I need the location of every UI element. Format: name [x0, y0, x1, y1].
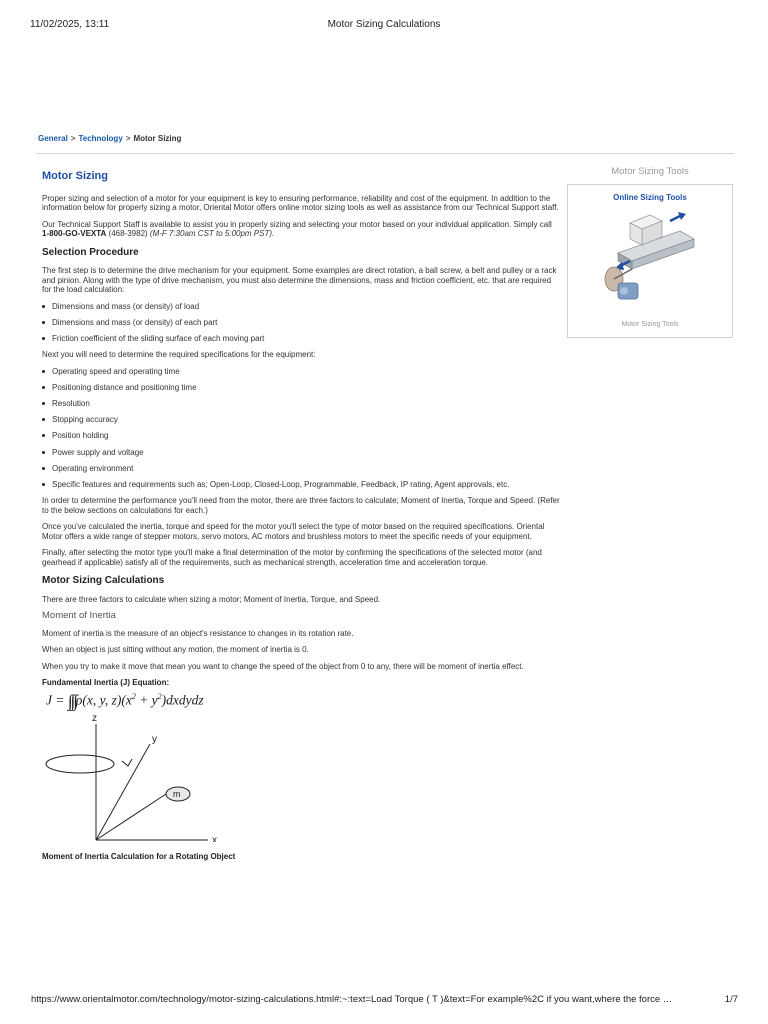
support-text: Our Technical Support Staff is available to assist you in properly sizing and selecting your motor based on your individual application. Simply call — [42, 219, 552, 229]
calculations-paragraph: There are three factors to calculate when sizing a motor; Moment of Inertia, Torque, and Speed. — [42, 594, 381, 604]
axis-label-y: y — [152, 733, 157, 745]
sidebar — [567, 166, 733, 338]
figure-caption: Moment of Inertia Calculation for a Rotating Object — [42, 851, 236, 861]
list-item: Power supply and voltage — [52, 448, 560, 458]
mass-label: m — [173, 788, 181, 799]
selection-paragraph-2: Next you will need to determine the required specifications for the equipment: — [42, 350, 316, 360]
phone-digits: (468-3982) — [108, 229, 148, 238]
selection-procedure-heading: Selection Procedure — [42, 246, 139, 258]
support-hours: (M-F 7:30am CST to 5:00pm PST). — [149, 229, 275, 238]
print-datetime: 11/02/2025, 13:11 — [30, 19, 110, 30]
breadcrumb-current: Motor Sizing — [133, 134, 182, 143]
selection-paragraph-1: The first step is to determine the drive mechanism for your equipment. Some examples are direct rotation, a ball screw, a belt and pulley or a rack and pinion. Along with the type of drive mechanism, you must also determine the dimensions, mass and friction coefficient, etc. that are required for the load calculation: — [42, 266, 557, 294]
list-item: Stopping accuracy — [52, 415, 560, 425]
axis-label-x: x — [212, 834, 217, 842]
inertia-equation — [46, 691, 560, 711]
main-content — [42, 168, 560, 861]
intro-paragraph: Proper sizing and selection of a motor for your equipment is key to ensuring performance, reliability and cost of the equipment. In addition to the information below for properly sizing a motor, Oriental Motor offers online motor sizing tools as well as assistance from our Technical Support staff. — [42, 193, 559, 212]
breadcrumb-general[interactable]: General — [38, 134, 68, 143]
list-item: Specific features and requirements such as; Open-Loop, Closed-Loop, Programmable, Feedback, IP rating, Agent approvals, etc. — [52, 480, 560, 490]
selection-paragraph-3: In order to determine the performance you'll need from the motor, there are three factors to calculate; Moment of Inertia, Torque and Speed. (Refer to the below sections on calculations for each.) — [42, 496, 560, 515]
list-item: Friction coefficient of the sliding surface of each moving part — [52, 334, 560, 344]
sizing-tools-promo[interactable] — [567, 184, 733, 338]
promo-title[interactable]: Online Sizing Tools — [613, 193, 687, 202]
inertia-paragraph-2: When an object is just sitting without any motion, the moment of inertia is 0. — [42, 645, 309, 655]
linear-actuator-illustration-icon — [600, 203, 700, 303]
rotation-arrow-icon — [122, 759, 132, 766]
selection-paragraph-4: Once you've calculated the inertia, torque and speed for the motor you'll select the type of motor based on the required specifications. Oriental Motor offers a wide range of stepper motors, servo motors, AC motors and brushless motors to meet the specific needs of your equipment. — [42, 522, 545, 541]
support-paragraph — [42, 220, 560, 239]
equation-exponent: 2 — [157, 691, 162, 701]
divider — [36, 153, 734, 154]
breadcrumb-technology[interactable]: Technology — [78, 134, 123, 143]
page-title: Motor Sizing — [42, 170, 108, 182]
print-footer — [31, 994, 738, 1005]
integral-symbols: ∫∫∫ — [67, 691, 76, 711]
sidebar-title: Motor Sizing Tools — [611, 166, 689, 177]
load-requirements-list — [42, 302, 560, 344]
equation-label: Fundamental Inertia (J) Equation: — [42, 678, 170, 688]
list-item: Position holding — [52, 431, 560, 441]
breadcrumb — [38, 134, 181, 143]
axis-label-z: z — [92, 712, 97, 724]
print-url: https://www.orientalmotor.com/technology/motor-sizing-calculations.html#:~:text=Load Torque ( T )&text=For example%2C if you want,where the force … — [31, 994, 673, 1005]
phone-number[interactable]: 1-800-GO-VEXTA — [42, 229, 107, 238]
breadcrumb-separator: > — [125, 134, 131, 143]
equation-plus: + y — [135, 692, 158, 708]
equation-density: ρ(x, y, z)(x — [75, 692, 132, 708]
equation-lhs: J — [46, 692, 52, 708]
inertia-paragraph-1: Moment of inertia is the measure of an object's resistance to changes in its rotation rate. — [42, 628, 354, 638]
inertia-paragraph-3: When you try to make it move that mean you want to change the speed of the object from 0 to any, there will be moment of inertia effect. — [42, 661, 524, 671]
print-document-title: Motor Sizing Calculations — [327, 19, 441, 30]
motor-sizing-calculations-heading: Motor Sizing Calculations — [42, 575, 165, 587]
rotation-ellipse — [46, 755, 114, 773]
selection-paragraph-5: Finally, after selecting the motor type you'll make a final determination of the motor by confirming the specifications of the selected motor (and gearhead if applicable) satisfy all of the requirements, such as mechanical strength, acceleration time and acceleration torque. — [42, 548, 542, 567]
equation-equals: = — [55, 692, 65, 708]
equation-exponent: 2 — [131, 691, 136, 701]
list-item: Dimensions and mass (or density) of load — [52, 302, 560, 312]
list-item: Operating speed and operating time — [52, 367, 560, 377]
print-header — [30, 19, 738, 33]
page-number: 1/7 — [724, 994, 738, 1005]
specifications-list — [42, 367, 560, 490]
list-item: Positioning distance and positioning time — [52, 383, 560, 393]
list-item: Resolution — [52, 399, 560, 409]
list-item: Operating environment — [52, 464, 560, 474]
equation-tail: )dxdydz — [161, 692, 204, 708]
mass-radius — [96, 794, 166, 840]
y-axis — [96, 744, 150, 840]
inertia-diagram — [42, 712, 242, 842]
list-item: Dimensions and mass (or density) of each part — [52, 318, 560, 328]
moment-of-inertia-heading: Moment of Inertia — [42, 610, 116, 622]
breadcrumb-separator: > — [70, 134, 76, 143]
promo-caption: Motor Sizing Tools — [621, 321, 679, 328]
